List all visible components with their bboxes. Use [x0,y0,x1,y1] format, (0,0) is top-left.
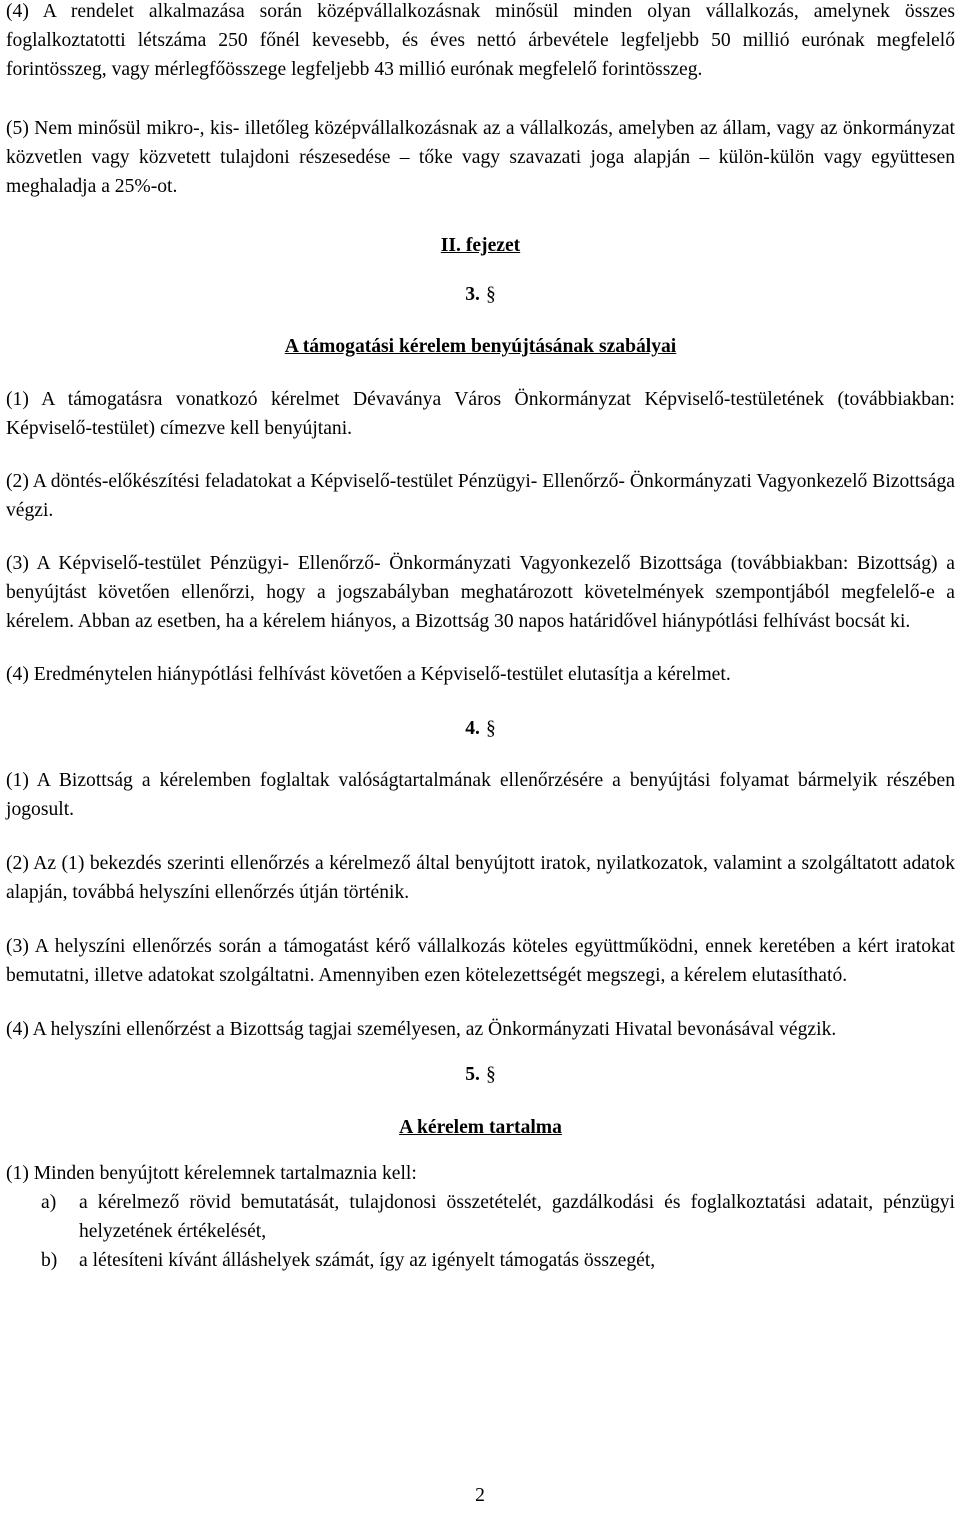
list-item [6,1188,955,1246]
section-3-number: 3. [465,284,480,305]
chapter-heading: II. fejezet [440,235,521,256]
list-item [6,1246,955,1275]
paragraph-rendelet-4: (4) A rendelet alkalmazása során középvállalkozásnak minősül minden olyan vállalkozás, amelynek összes foglalkoztatotti létszáma 250 főnél kevesebb, és éves nettó árbevétele legfeljebb 50 millió eurónak megfelelő forintösszeg, vagy mérlegfőösszege legfeljebb 43 millió eurónak megfelelő forintösszeg. [6,1,955,80]
section-sign-icon: § [485,284,496,305]
list-marker: b) [41,1250,58,1271]
list-item-text: a kérelmező rövid bemutatását, tulajdonosi összetételét, gazdálkodási és foglalkoztatási adatait, pénzügyi helyzetének értékelését, [79,1192,955,1242]
list-item-text: a létesíteni kívánt álláshelyek számát, így az igényelt támogatás összegét, [79,1250,656,1271]
section-3-paragraph-3: (3) A Képviselő-testület Pénzügyi- Ellenőrző- Önkormányzati Vagyonkezelő Bizottsága (továbbiakban: Bizottság) a benyújtást követően ellenőrzi, hogy a jogszabályban meghatározott követelmények szempontjából megfelelő-e a kérelem. Abban az esetben, ha a kérelem hiányos, a Bizottság 30 napos határidővel hiánypótlási felhívást bocsát ki. [6,553,955,632]
page-number: 2 [475,1485,485,1506]
section-4-paragraph-3: (3) A helyszíni ellenőrzés során a támogatást kérő vállalkozás köteles együttműködni, ennek keretében a kért iratokat bemutatni, illetve adatokat szolgáltatni. Amennyiben ezen kötelezettségét megszegi, a kérelem elutasítható. [6,936,955,986]
section-3-paragraph-1: (1) A támogatásra vonatkozó kérelmet Dévaványa Város Önkormányzat Képviselő-testületének (továbbiakban: Képviselő-testület) címezve kell benyújtani. [6,389,955,439]
section-sign-icon: § [485,1064,496,1085]
section-3-paragraph-4: (4) Eredménytelen hiánypótlási felhívást követően a Képviselő-testület elutasítja a kérelmet. [6,664,731,685]
section-5-number: 5. [465,1064,480,1085]
section-3-title: A támogatási kérelem benyújtásának szabályai [284,336,677,357]
section-4-heading [6,714,955,743]
section-3-heading [6,280,955,309]
list-marker: a) [41,1192,57,1213]
paragraph-rendelet-5: (5) Nem minősül mikro-, kis- illetőleg középvállalkozásnak az a vállalkozás, amelyben az állam, vagy az önkormányzat közvetlen vagy közvetett tulajdoni részesedése – tőke vagy szavazati joga alapján – külön-külön vagy együttesen meghaladja a 25%-ot. [6,118,955,197]
section-sign-icon: § [485,718,496,739]
section-5-paragraph-1: (1) Minden benyújtott kérelemnek tartalmaznia kell: [6,1163,417,1184]
section-5-heading [6,1060,955,1089]
section-4-paragraph-4: (4) A helyszíni ellenőrzést a Bizottság tagjai személyesen, az Önkormányzati Hivatal bevonásával végzik. [6,1019,837,1040]
document-page [6,0,955,1275]
section-4-number: 4. [465,718,480,739]
section-4-paragraph-1: (1) A Bizottság a kérelemben foglaltak valóságtartalmának ellenőrzésére a benyújtási folyamat bármelyik részében jogosult. [6,770,955,820]
section-5-title: A kérelem tartalma [399,1117,562,1138]
section-3-paragraph-2: (2) A döntés-előkészítési feladatokat a Képviselő-testület Pénzügyi- Ellenőrző- Önkormányzati Vagyonkezelő Bizottsága végzi. [6,471,955,521]
section-4-paragraph-2: (2) Az (1) bekezdés szerinti ellenőrzés a kérelmező által benyújtott iratok, nyilatkozatok, valamint a szolgáltatott adatok alapján, továbbá helyszíni ellenőrzés útján történik. [6,853,955,903]
